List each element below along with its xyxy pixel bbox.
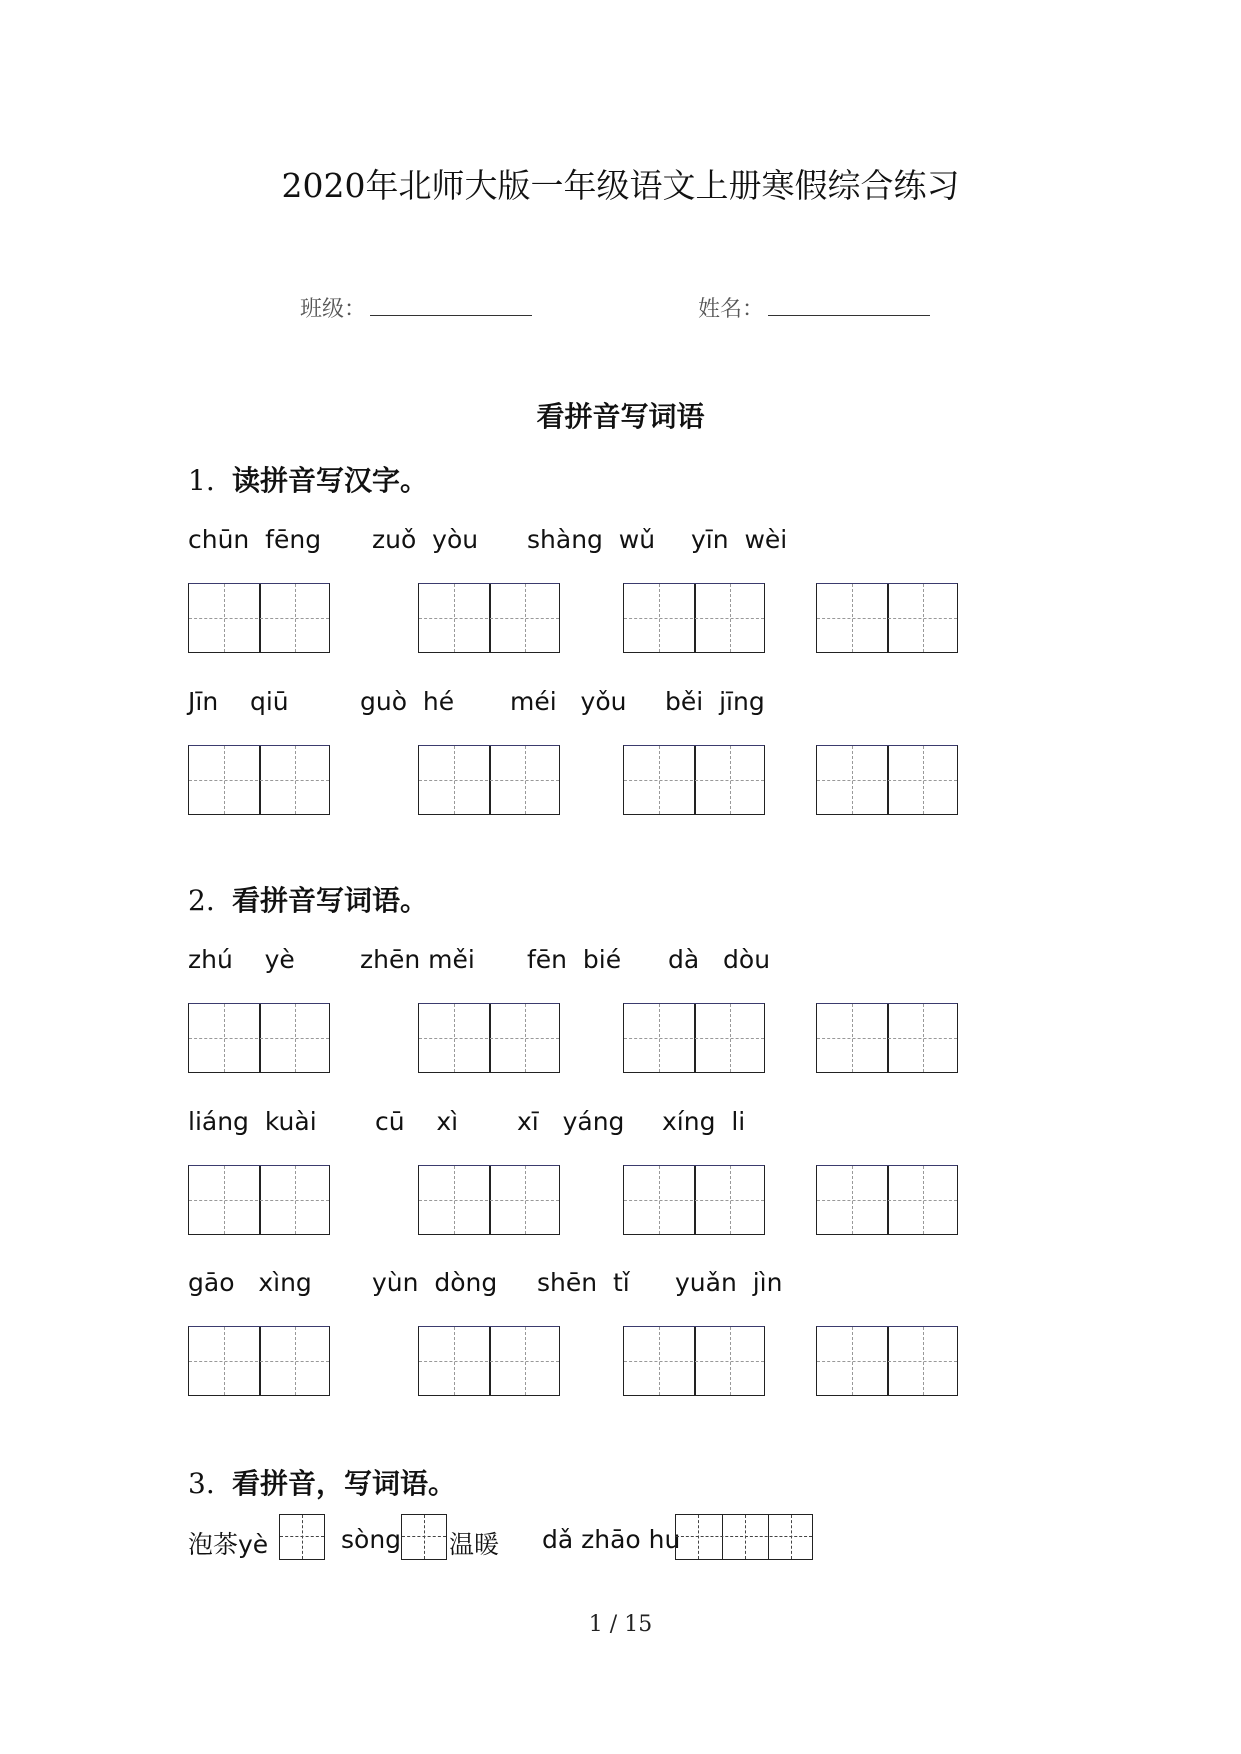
task-3-title: 看拼音，写词语。 bbox=[232, 1467, 457, 1500]
document-title: 2020年北师大版一年级语文上册寒假综合练习 bbox=[281, 166, 960, 205]
writing-box-pair[interactable] bbox=[816, 583, 958, 653]
pinyin-label: shēn tǐ bbox=[537, 1268, 630, 1297]
item-1-prefix: 泡茶yè bbox=[188, 1530, 269, 1559]
pinyin-label: liáng kuài bbox=[188, 1107, 317, 1136]
writing-box-pair[interactable] bbox=[188, 1165, 330, 1235]
writing-box-pair[interactable] bbox=[418, 583, 560, 653]
writing-box-pair[interactable] bbox=[816, 1165, 958, 1235]
task-3-number: 3. bbox=[188, 1467, 215, 1500]
writing-box-pair[interactable] bbox=[623, 583, 765, 653]
item-3-prefix: dǎ zhāo hu bbox=[542, 1525, 681, 1554]
writing-box-pair[interactable] bbox=[816, 1326, 958, 1396]
writing-box-pair[interactable] bbox=[418, 1003, 560, 1073]
pinyin-label: cū xì bbox=[375, 1107, 459, 1136]
pinyin-label: yùn dòng bbox=[372, 1268, 498, 1297]
pinyin-label: Jīn qiū bbox=[188, 687, 289, 716]
writing-box-pair[interactable] bbox=[623, 1165, 765, 1235]
pinyin-label: běi jīng bbox=[665, 687, 765, 716]
pinyin-label: gāo xìng bbox=[188, 1268, 312, 1297]
class-field bbox=[300, 292, 532, 323]
pinyin-label: zhú yè bbox=[188, 945, 295, 974]
class-label: 班级： bbox=[300, 297, 367, 322]
writing-box-pair[interactable] bbox=[623, 745, 765, 815]
class-blank[interactable] bbox=[370, 297, 532, 316]
pinyin-label: chūn fēng bbox=[188, 525, 322, 554]
name-blank[interactable] bbox=[768, 297, 930, 316]
pinyin-label: xíng li bbox=[662, 1107, 746, 1136]
task-1-title: 读拼音写汉字。 bbox=[232, 464, 429, 497]
writing-box-pair[interactable] bbox=[816, 1003, 958, 1073]
pinyin-label: méi yǒu bbox=[510, 687, 627, 716]
name-field bbox=[698, 292, 930, 323]
writing-box-pair[interactable] bbox=[188, 745, 330, 815]
writing-box-pair[interactable] bbox=[418, 745, 560, 815]
writing-box-pair[interactable] bbox=[816, 745, 958, 815]
pinyin-label: xī yáng bbox=[517, 1107, 625, 1136]
item-2-suffix: 温暖 bbox=[449, 1530, 500, 1559]
pinyin-label: yuǎn jìn bbox=[675, 1268, 783, 1297]
pinyin-label: shàng wǔ bbox=[527, 525, 656, 554]
writing-box-pair[interactable] bbox=[623, 1003, 765, 1073]
pinyin-label: dà dòu bbox=[668, 945, 771, 974]
section-title: 看拼音写词语 bbox=[536, 400, 705, 433]
writing-box-pair[interactable] bbox=[623, 1326, 765, 1396]
pinyin-label: zuǒ yòu bbox=[372, 525, 479, 554]
writing-box-pair[interactable] bbox=[188, 1326, 330, 1396]
pinyin-label: fēn bié bbox=[527, 945, 622, 974]
task-3-heading bbox=[188, 1462, 456, 1502]
writing-box-pair[interactable] bbox=[188, 1003, 330, 1073]
pinyin-label: yīn wèi bbox=[691, 525, 788, 554]
task-2-number: 2. bbox=[188, 884, 215, 917]
writing-grid[interactable] bbox=[279, 1514, 325, 1560]
page-number: 1 / 15 bbox=[588, 1612, 653, 1637]
writing-box-pair[interactable] bbox=[188, 583, 330, 653]
task-2-title: 看拼音写词语。 bbox=[232, 884, 429, 917]
task-2-heading bbox=[188, 879, 428, 919]
name-label: 姓名： bbox=[698, 297, 765, 322]
writing-grid[interactable] bbox=[675, 1514, 813, 1560]
writing-box-pair[interactable] bbox=[418, 1165, 560, 1235]
pinyin-label: guò hé bbox=[360, 687, 455, 716]
item-2-prefix: sòng bbox=[341, 1525, 402, 1554]
writing-grid[interactable] bbox=[401, 1514, 447, 1560]
task-1-number: 1. bbox=[188, 464, 215, 497]
writing-box-pair[interactable] bbox=[418, 1326, 560, 1396]
task-1-heading bbox=[188, 459, 428, 499]
pinyin-label: zhēn měi bbox=[360, 945, 475, 974]
